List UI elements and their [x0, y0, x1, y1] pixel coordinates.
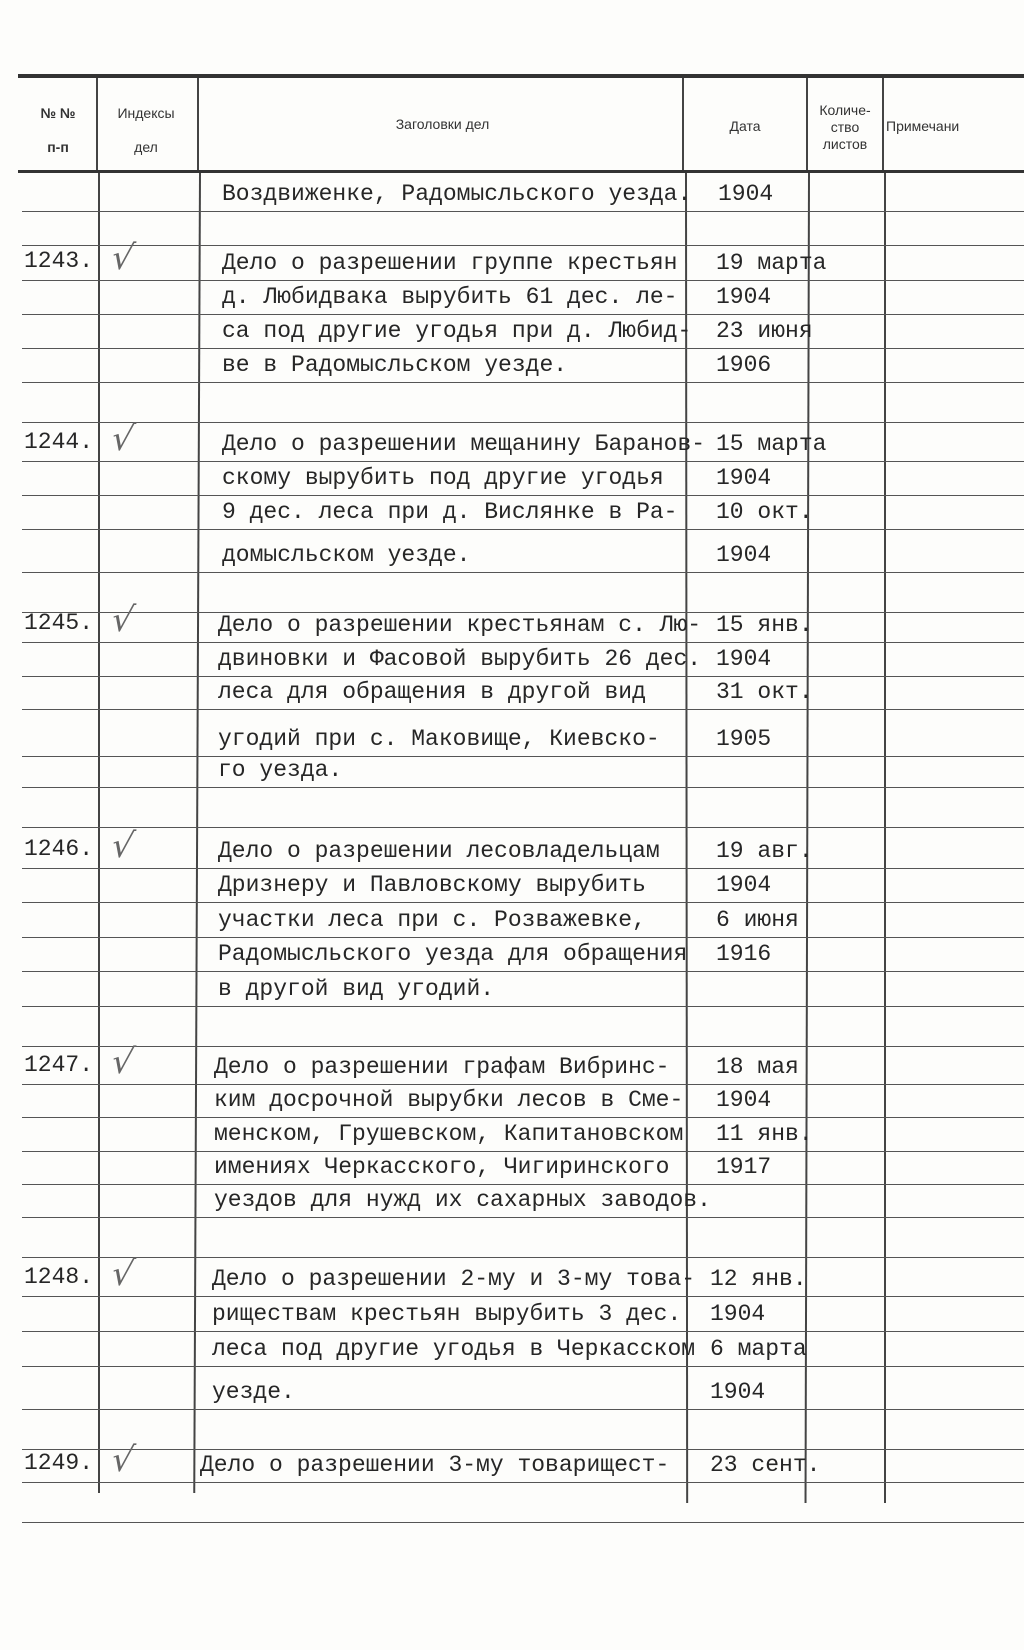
ruled-line: [22, 1217, 1024, 1218]
ruled-line: [22, 572, 1024, 573]
ruled-line: [22, 1331, 1024, 1332]
index-checkmark: √: [108, 419, 138, 459]
title-line: ким досрочной вырубки лесов в Сме-: [214, 1087, 684, 1113]
date-line: 1904: [716, 872, 772, 898]
date-line: 1916: [716, 941, 772, 967]
title-line: Дело о разрешении 3-му товарищест-: [200, 1452, 670, 1478]
date-line: 1904: [716, 465, 772, 491]
ruled-line: [22, 461, 1024, 462]
index-checkmark: √: [108, 600, 138, 640]
index-checkmark: √: [108, 238, 138, 278]
ruled-line: [22, 868, 1024, 869]
title-line: д. Любидвака вырубить 61 дес. ле-: [222, 284, 678, 310]
date-line: 6 марта: [710, 1336, 807, 1362]
col-rule: [96, 78, 98, 170]
date-line: 19 марта: [716, 250, 827, 276]
title-line: Радомысльского уезда для обращения: [218, 941, 688, 967]
ruled-line: [22, 676, 1024, 677]
ruled-line: [22, 709, 1024, 710]
index-checkmark: √: [108, 1440, 138, 1480]
date-line: 1904: [710, 1301, 766, 1327]
ruled-line: [22, 1046, 1024, 1047]
title-line: леса для обращения в другой вид: [218, 679, 646, 705]
entry-number: 1246.: [24, 836, 94, 862]
title-line: двиновки и Фасовой вырубить 26 дес.: [218, 646, 702, 672]
date-line: 11 янв.: [716, 1121, 813, 1147]
title-line: 9 дес. леса при д. Вислянке в Ра-: [222, 499, 678, 525]
title-line: Дело о разрешении лесовладельцам: [218, 838, 660, 864]
title-line: уезде.: [212, 1379, 295, 1405]
date-line: 23 сент.: [710, 1452, 821, 1478]
date-line: 19 авг.: [716, 838, 813, 864]
index-checkmark: √: [108, 1042, 138, 1082]
col-rule: [882, 78, 884, 170]
entry-number: 1245.: [24, 610, 94, 636]
ruled-line: [22, 787, 1024, 788]
date-line: 1917: [716, 1154, 772, 1180]
ruled-line: [22, 280, 1024, 281]
col-rule: [193, 173, 200, 1493]
ruled-line: [22, 1117, 1024, 1118]
date-line: 1904: [716, 646, 772, 672]
title-line: домысльском уезде.: [222, 542, 471, 568]
header-title: Заголовки дел: [395, 116, 490, 132]
date-line: 15 янв.: [716, 612, 813, 638]
title-line: угодий при с. Маковище, Киевско-: [218, 726, 660, 752]
ruled-line: [22, 1151, 1024, 1152]
entry-number: 1243.: [24, 248, 94, 274]
title-line: леса под другие угодья в Черкасском: [212, 1336, 696, 1362]
title-line: риществам крестьян вырубить 3 дес.: [212, 1301, 682, 1327]
ruled-line: [22, 348, 1024, 349]
ruled-line: [22, 1482, 1024, 1483]
ruled-line: [22, 314, 1024, 315]
header-bottom-rule: [18, 170, 1024, 173]
header-notes: Примечани: [886, 118, 960, 134]
col-rule: [682, 78, 684, 170]
entry-number: 1249.: [24, 1450, 94, 1476]
date-line: 10 окт.: [716, 499, 813, 525]
ruled-line: [22, 902, 1024, 903]
date-line: 1904: [716, 542, 772, 568]
title-line: Дело о разрешении 2-му и 3-му това-: [212, 1266, 696, 1292]
header-top-rule: [18, 74, 1024, 78]
ruled-line: [22, 1257, 1024, 1258]
col-rule: [685, 173, 688, 1503]
title-line: в другой вид угодий.: [218, 976, 495, 1002]
col-rule: [806, 78, 808, 170]
ruled-line: [22, 642, 1024, 643]
index-checkmark: √: [108, 1254, 138, 1294]
date-line: 12 янв.: [710, 1266, 807, 1292]
title-line: имениях Черкасского, Чигиринского: [214, 1154, 670, 1180]
title-line: Дело о разрешении крестьянам с. Лю-: [218, 612, 702, 638]
header-sheets: Количе- ство листов: [819, 102, 871, 152]
col-rule: [98, 173, 100, 1493]
ruled-line: [22, 1296, 1024, 1297]
ruled-line: [22, 1522, 1024, 1523]
entry-number: 1248.: [24, 1264, 94, 1290]
date-line: 15 марта: [716, 431, 827, 457]
col-rule: [197, 78, 199, 170]
ruled-line: [22, 422, 1024, 423]
header-index: Индексы дел: [117, 105, 175, 155]
date-line: 31 окт.: [716, 679, 813, 705]
date-line: 1904: [716, 284, 772, 310]
date-line: 1904: [710, 1379, 766, 1405]
title-line: менском, Грушевском, Капитановском: [214, 1121, 684, 1147]
ruled-line: [22, 971, 1024, 972]
title-line: Воздвиженке, Радомысльского уезда.: [222, 181, 692, 207]
date-line: 1906: [716, 352, 772, 378]
ruled-line: [22, 495, 1024, 496]
ruled-line: [22, 1366, 1024, 1367]
header-date: Дата: [729, 118, 761, 134]
ruled-line: [22, 1184, 1024, 1185]
ruled-line: [22, 937, 1024, 938]
title-line: го уезда.: [218, 757, 343, 783]
date-line: 6 июня: [716, 907, 799, 933]
header-number: № № п-п: [40, 105, 76, 155]
entry-number: 1247.: [24, 1052, 94, 1078]
ruled-line: [22, 1409, 1024, 1410]
date-line: 23 июня: [716, 318, 813, 344]
title-line: Дело о разрешении группе крестьян: [222, 250, 678, 276]
ruled-line: [22, 756, 1024, 757]
ruled-line: [22, 1449, 1024, 1450]
title-line: Дело о разрешении графам Вибринс-: [214, 1054, 670, 1080]
title-line: скому вырубить под другие угодья: [222, 465, 664, 491]
ruled-line: [22, 245, 1024, 246]
title-line: са под другие угодья при д. Любид-: [222, 318, 692, 344]
date-line: 1905: [716, 726, 772, 752]
title-line: участки леса при с. Розважевке,: [218, 907, 646, 933]
ruled-line: [22, 1006, 1024, 1007]
entry-number: 1244.: [24, 429, 94, 455]
ruled-line: [22, 1084, 1024, 1085]
title-line: уездов для нужд их сахарных заводов.: [214, 1187, 711, 1213]
title-line: ве в Радомысльском уезде.: [222, 352, 568, 378]
date-line: 18 мая: [716, 1054, 799, 1080]
col-rule: [884, 173, 886, 1503]
index-checkmark: √: [108, 826, 138, 866]
date-line: 1904: [716, 1087, 772, 1113]
date-line: 1904: [718, 181, 774, 207]
title-line: Дризнеру и Павловскому вырубить: [218, 872, 646, 898]
ruled-line: [22, 382, 1024, 383]
ruled-line: [22, 529, 1024, 530]
title-line: Дело о разрешении мещанину Баранов-: [222, 431, 706, 457]
ruled-line: [22, 827, 1024, 828]
ruled-line: [22, 211, 1024, 212]
